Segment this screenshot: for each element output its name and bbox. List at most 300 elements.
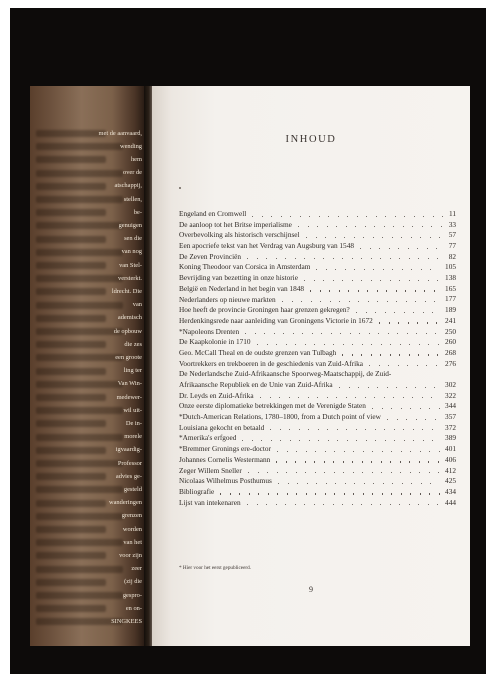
dot-leader xyxy=(364,483,365,484)
dot-leader xyxy=(296,472,297,473)
toc-entry-page: 302 xyxy=(445,380,456,389)
dot-leader xyxy=(377,387,378,388)
dot-leader xyxy=(335,269,336,270)
dot-leader xyxy=(429,408,430,409)
left-page-text-fragment: een groote xyxy=(115,353,142,361)
toc-entry-title-continued: Afrikaansche Republiek en de Unie van Zuid-Afrika xyxy=(179,380,333,389)
left-page-text-fragment: ldrecht. Die xyxy=(111,287,142,295)
dot-leader xyxy=(352,258,353,259)
dot-leader xyxy=(298,226,299,227)
dot-leader xyxy=(315,493,316,494)
dot-leader xyxy=(431,226,432,227)
dot-leader xyxy=(267,472,268,473)
dot-leader xyxy=(363,493,364,494)
dot-leader xyxy=(366,312,367,313)
dot-leader xyxy=(247,504,248,505)
dot-leader xyxy=(247,258,248,259)
dot-leader xyxy=(324,472,325,473)
dot-leader xyxy=(342,504,343,505)
dot-leader xyxy=(378,333,379,334)
dot-leader xyxy=(427,322,428,323)
toc-entry xyxy=(179,412,456,423)
dot-leader xyxy=(336,226,337,227)
toc-entry xyxy=(179,466,456,477)
dot-leader xyxy=(361,504,362,505)
toc-entry-page: 268 xyxy=(445,347,456,357)
left-page-text-fragment: de opbouw xyxy=(113,327,142,335)
dot-leader xyxy=(304,280,305,281)
dot-leader xyxy=(420,237,421,238)
dot-leader xyxy=(399,280,400,281)
dot-leader xyxy=(257,504,258,505)
dot-leader xyxy=(343,344,344,345)
toc-entry-title: Zeger Willem Sneller xyxy=(179,465,242,475)
dot-leader xyxy=(379,248,380,249)
dot-leader xyxy=(387,387,388,388)
dot-leader xyxy=(394,429,395,430)
toc-entry-page: 344 xyxy=(445,401,456,411)
dot-leader xyxy=(389,248,390,249)
dot-leader xyxy=(349,301,350,302)
dot-leader xyxy=(435,333,436,334)
dot-leader xyxy=(352,504,353,505)
left-page-text-fragment: medewer- xyxy=(116,393,142,401)
dot-leader xyxy=(377,301,378,302)
dot-leader xyxy=(392,483,393,484)
dot-leader xyxy=(410,472,411,473)
toc-entry xyxy=(179,295,456,306)
dot-leader xyxy=(388,333,389,334)
dot-leader xyxy=(407,365,408,366)
dot-leader xyxy=(436,322,437,323)
dot-leader xyxy=(369,365,370,366)
dot-leader xyxy=(354,269,355,270)
dot-leader xyxy=(417,322,418,323)
toc-entry-page: 77 xyxy=(448,241,456,251)
dot-leader xyxy=(277,472,278,473)
dot-leader xyxy=(310,290,311,291)
dot-leader xyxy=(406,419,407,420)
dot-leader xyxy=(398,322,399,323)
dot-leader xyxy=(333,280,334,281)
dot-leader xyxy=(400,461,401,462)
dot-leader xyxy=(441,226,442,227)
dot-leader xyxy=(371,461,372,462)
dot-leader xyxy=(345,269,346,270)
dot-leader xyxy=(319,216,320,217)
dot-leader xyxy=(390,258,391,259)
dot-leader xyxy=(342,280,343,281)
dot-leader xyxy=(426,333,427,334)
dot-leader xyxy=(408,248,409,249)
dot-leader xyxy=(323,258,324,259)
dot-leader xyxy=(302,333,303,334)
dot-leader xyxy=(337,429,338,430)
toc-entry xyxy=(179,401,456,412)
left-page-text-fragment: voor zijn xyxy=(119,551,142,559)
dot-leader xyxy=(355,397,356,398)
dot-leader xyxy=(342,354,343,355)
dot-leader xyxy=(437,504,438,505)
left-page-text-fragment: atschappij, xyxy=(114,182,142,190)
dot-leader xyxy=(297,483,298,484)
dot-leader xyxy=(442,216,443,217)
dot-leader xyxy=(396,387,397,388)
dot-leader xyxy=(384,226,385,227)
left-page-text-fragment: hem xyxy=(130,155,142,163)
left-page-text-fragment: met de aanvaard, xyxy=(98,129,142,137)
dot-leader xyxy=(296,493,297,494)
dot-leader xyxy=(382,451,383,452)
toc-entry xyxy=(179,476,456,487)
dot-leader xyxy=(418,354,419,355)
left-page-text-fragment: zeer xyxy=(131,565,142,573)
dot-leader xyxy=(390,504,391,505)
left-page-text-fragment: De in- xyxy=(125,419,142,427)
dot-leader xyxy=(429,493,430,494)
dot-leader xyxy=(358,301,359,302)
dot-leader xyxy=(372,451,373,452)
dot-leader xyxy=(390,354,391,355)
left-page-text-fragment: versterkt. xyxy=(118,274,142,282)
dot-leader xyxy=(281,216,282,217)
dot-leader xyxy=(416,419,417,420)
dot-leader xyxy=(391,451,392,452)
toc-entry xyxy=(179,498,456,509)
dot-leader xyxy=(434,290,435,291)
dot-leader xyxy=(309,216,310,217)
dot-leader xyxy=(360,248,361,249)
left-page-text-fragment: gesteld xyxy=(123,485,142,493)
dot-leader xyxy=(333,344,334,345)
dot-leader xyxy=(358,387,359,388)
left-page-text-fragment: wanderingen xyxy=(108,499,142,507)
dot-leader xyxy=(311,301,312,302)
dot-leader xyxy=(417,248,418,249)
dot-leader xyxy=(401,451,402,452)
dot-leader xyxy=(380,280,381,281)
dot-leader xyxy=(411,483,412,484)
toc-entry xyxy=(179,327,456,338)
toc-entry xyxy=(179,220,456,231)
dot-leader xyxy=(404,216,405,217)
dot-leader xyxy=(374,226,375,227)
dot-leader xyxy=(335,237,336,238)
dot-leader xyxy=(436,248,437,249)
dot-leader xyxy=(320,301,321,302)
dot-leader xyxy=(356,312,357,313)
dot-leader xyxy=(255,333,256,334)
dot-leader xyxy=(278,483,279,484)
dot-leader xyxy=(315,451,316,452)
dot-leader xyxy=(407,333,408,334)
left-page-text-fragment: van xyxy=(132,301,142,309)
dot-leader xyxy=(295,344,296,345)
dot-leader xyxy=(438,461,439,462)
dot-leader xyxy=(398,365,399,366)
toc-entry-title: Johannes Cornelis Westermann xyxy=(179,454,271,464)
toc-entry-page: 322 xyxy=(445,390,456,400)
dot-leader xyxy=(306,493,307,494)
dot-leader xyxy=(398,248,399,249)
dot-leader xyxy=(316,483,317,484)
dot-leader xyxy=(377,290,378,291)
dot-leader xyxy=(401,493,402,494)
dot-leader xyxy=(384,429,385,430)
dot-leader xyxy=(327,226,328,227)
dot-leader xyxy=(242,440,243,441)
dot-leader xyxy=(438,472,439,473)
dot-leader xyxy=(374,397,375,398)
toc-entry-page: 33 xyxy=(448,219,456,229)
dot-leader xyxy=(385,216,386,217)
dot-leader xyxy=(430,483,431,484)
dot-leader xyxy=(387,419,388,420)
dot-leader xyxy=(430,269,431,270)
toc-entry-title: Onze eerste diplomatieke betrekkingen met de Verenigde Staten xyxy=(179,401,366,411)
dot-leader xyxy=(353,451,354,452)
dot-leader xyxy=(391,493,392,494)
dot-leader xyxy=(317,397,318,398)
toc-entry-title: Louisiana gekocht en betaald xyxy=(179,422,265,432)
dot-leader xyxy=(428,354,429,355)
dot-leader xyxy=(437,280,438,281)
dot-leader xyxy=(418,504,419,505)
dot-leader xyxy=(327,397,328,398)
toc-entry xyxy=(179,433,456,444)
dot-leader xyxy=(402,483,403,484)
dot-leader xyxy=(277,493,278,494)
dot-leader xyxy=(287,493,288,494)
dot-leader xyxy=(314,280,315,281)
dot-leader xyxy=(325,237,326,238)
dot-leader xyxy=(314,504,315,505)
left-page-text-fragment: igvaardig- xyxy=(115,446,142,454)
dot-leader xyxy=(312,333,313,334)
toc-entry-title: Bibliografie xyxy=(179,486,215,496)
dot-leader xyxy=(402,269,403,270)
dot-leader xyxy=(406,301,407,302)
dot-leader xyxy=(383,269,384,270)
dot-leader xyxy=(399,354,400,355)
left-page-text-fragment: worden xyxy=(122,525,142,533)
dot-leader xyxy=(282,301,283,302)
dot-leader xyxy=(425,419,426,420)
dot-leader xyxy=(280,429,281,430)
dot-leader xyxy=(422,226,423,227)
dot-leader xyxy=(252,216,253,217)
toc-entry-page: 241 xyxy=(445,315,456,325)
dot-leader xyxy=(342,258,343,259)
toc-entry-title: Overbevolking als historisch verschijnsel xyxy=(179,230,300,240)
dot-leader xyxy=(270,397,271,398)
dot-leader xyxy=(370,248,371,249)
toc-entry-title: Dr. Leyds en Zuid-Afrika xyxy=(179,390,254,400)
toc-entry xyxy=(179,337,456,348)
toc-entry xyxy=(179,423,456,434)
toc-entry-page: 260 xyxy=(445,337,456,347)
left-page-text-fragment: morele xyxy=(124,433,142,441)
dot-leader xyxy=(308,397,309,398)
toc-entry xyxy=(179,252,456,263)
left-page-text-fragment: van Stel- xyxy=(119,261,142,269)
dot-leader xyxy=(416,333,417,334)
dot-leader xyxy=(391,472,392,473)
left-page-text-fragment: stellen, xyxy=(123,195,142,203)
dot-leader xyxy=(248,472,249,473)
toc-entry-title: De Zeven Provinciën xyxy=(179,251,242,261)
dot-leader xyxy=(394,440,395,441)
dot-leader xyxy=(326,269,327,270)
dot-leader xyxy=(401,237,402,238)
dot-leader xyxy=(366,216,367,217)
dot-leader xyxy=(306,237,307,238)
left-page-text-fragment: en on- xyxy=(125,604,142,612)
dot-leader xyxy=(344,451,345,452)
left-page-text-fragment: Van Win- xyxy=(117,380,142,388)
toc-entry-title: Hoe heeft de provincie Groningen haar grenzen gekregen? xyxy=(179,305,350,315)
dot-leader xyxy=(418,258,419,259)
dot-leader xyxy=(335,483,336,484)
dot-leader xyxy=(396,290,397,291)
dot-leader xyxy=(290,216,291,217)
toc-entry-title: Herdenkingsrede naar aanleiding van Groningens Victorie in 1672 xyxy=(179,315,373,325)
dot-leader xyxy=(343,472,344,473)
footnote: * Hier voor het eerst gepubliceerd. xyxy=(179,565,252,571)
toc-entry-title: Nicolaas Wilhelmus Posthumus xyxy=(179,476,272,486)
dot-leader xyxy=(345,483,346,484)
toc-entry-title: De aanloop tot het Britse imperialisme xyxy=(179,219,292,229)
dot-leader xyxy=(428,344,429,345)
dot-leader xyxy=(356,440,357,441)
toc-entry-page: 82 xyxy=(448,251,456,261)
dot-leader xyxy=(379,322,380,323)
dot-leader xyxy=(412,226,413,227)
dot-leader xyxy=(411,269,412,270)
dot-leader xyxy=(390,461,391,462)
toc-entry-title: *Amerika's erfgoed xyxy=(179,433,237,443)
dot-leader xyxy=(329,290,330,291)
dot-leader xyxy=(338,216,339,217)
toc-entry xyxy=(179,305,456,316)
dot-leader xyxy=(252,440,253,441)
dot-leader xyxy=(411,237,412,238)
dot-leader xyxy=(334,472,335,473)
dot-leader xyxy=(431,397,432,398)
dot-leader xyxy=(276,461,277,462)
dot-leader xyxy=(371,504,372,505)
left-page-text-fragment: advies ge- xyxy=(115,472,142,480)
dot-leader xyxy=(327,429,328,430)
dot-leader xyxy=(220,493,221,494)
dot-leader xyxy=(371,354,372,355)
dot-leader xyxy=(422,429,423,430)
dot-leader xyxy=(274,333,275,334)
table-of-contents xyxy=(179,209,456,508)
dot-leader xyxy=(354,237,355,238)
dot-leader xyxy=(379,365,380,366)
toc-entry-title: De Nederlandsche Zuid-Afrikaansche Spoorweg-Maatschappij, de Zuid- xyxy=(179,369,392,379)
dot-leader xyxy=(314,461,315,462)
dot-leader xyxy=(324,461,325,462)
dot-leader xyxy=(314,258,315,259)
dot-leader xyxy=(353,493,354,494)
dot-leader xyxy=(344,493,345,494)
left-page-text-fragment: over de xyxy=(123,169,142,177)
left-page-text-fragment: ling ter xyxy=(123,367,142,375)
dot-leader xyxy=(433,216,434,217)
dot-leader xyxy=(436,365,437,366)
dot-leader xyxy=(350,333,351,334)
dot-leader xyxy=(387,301,388,302)
dot-leader xyxy=(434,301,435,302)
dot-leader xyxy=(392,269,393,270)
dot-leader xyxy=(423,312,424,313)
dot-leader xyxy=(349,387,350,388)
dot-leader xyxy=(420,493,421,494)
dot-leader xyxy=(417,365,418,366)
dot-leader xyxy=(375,440,376,441)
dot-leader xyxy=(230,493,231,494)
toc-entry-title: Geo. McCall Theal en de oudste grenzen van Tulbagh xyxy=(179,347,337,357)
toc-entry-title: Bevrijding van bezetting in onze historie xyxy=(179,273,298,283)
dot-leader xyxy=(353,472,354,473)
dot-leader xyxy=(268,493,269,494)
toc-entry-title: België en Nederland in het begin van 1848 xyxy=(179,283,305,293)
dot-leader xyxy=(257,258,258,259)
dot-leader xyxy=(285,504,286,505)
dot-leader xyxy=(365,397,366,398)
dot-leader xyxy=(346,429,347,430)
dot-leader xyxy=(296,451,297,452)
dot-leader xyxy=(437,354,438,355)
dot-leader xyxy=(413,429,414,430)
dot-leader xyxy=(420,451,421,452)
left-page-text-fragment: be- xyxy=(133,208,142,216)
dot-leader xyxy=(420,408,421,409)
toc-entry xyxy=(179,444,456,455)
left-page-text-fragment: (zij die xyxy=(124,578,142,586)
toc-entry-title: *Dutch-American Relations, 1780–1800, from a Dutch point of view xyxy=(179,412,381,422)
dot-leader xyxy=(380,258,381,259)
dot-leader xyxy=(385,440,386,441)
dot-leader xyxy=(375,429,376,430)
toc-entry xyxy=(179,487,456,498)
dot-leader xyxy=(331,333,332,334)
page-number: 9 xyxy=(309,585,313,594)
dot-leader xyxy=(419,344,420,345)
dot-leader xyxy=(381,472,382,473)
dot-leader xyxy=(371,344,372,345)
dot-leader xyxy=(426,365,427,366)
dot-leader xyxy=(318,429,319,430)
dot-leader xyxy=(337,440,338,441)
dot-leader xyxy=(425,387,426,388)
dot-leader xyxy=(355,226,356,227)
toc-entry xyxy=(179,273,456,284)
dot-leader xyxy=(380,354,381,355)
dot-leader xyxy=(400,344,401,345)
dot-leader xyxy=(315,472,316,473)
dot-leader xyxy=(344,237,345,238)
dot-leader xyxy=(393,397,394,398)
dot-leader xyxy=(438,344,439,345)
dot-leader xyxy=(371,258,372,259)
dot-leader xyxy=(410,408,411,409)
dot-leader xyxy=(439,237,440,238)
dot-leader xyxy=(368,301,369,302)
dot-leader xyxy=(362,472,363,473)
